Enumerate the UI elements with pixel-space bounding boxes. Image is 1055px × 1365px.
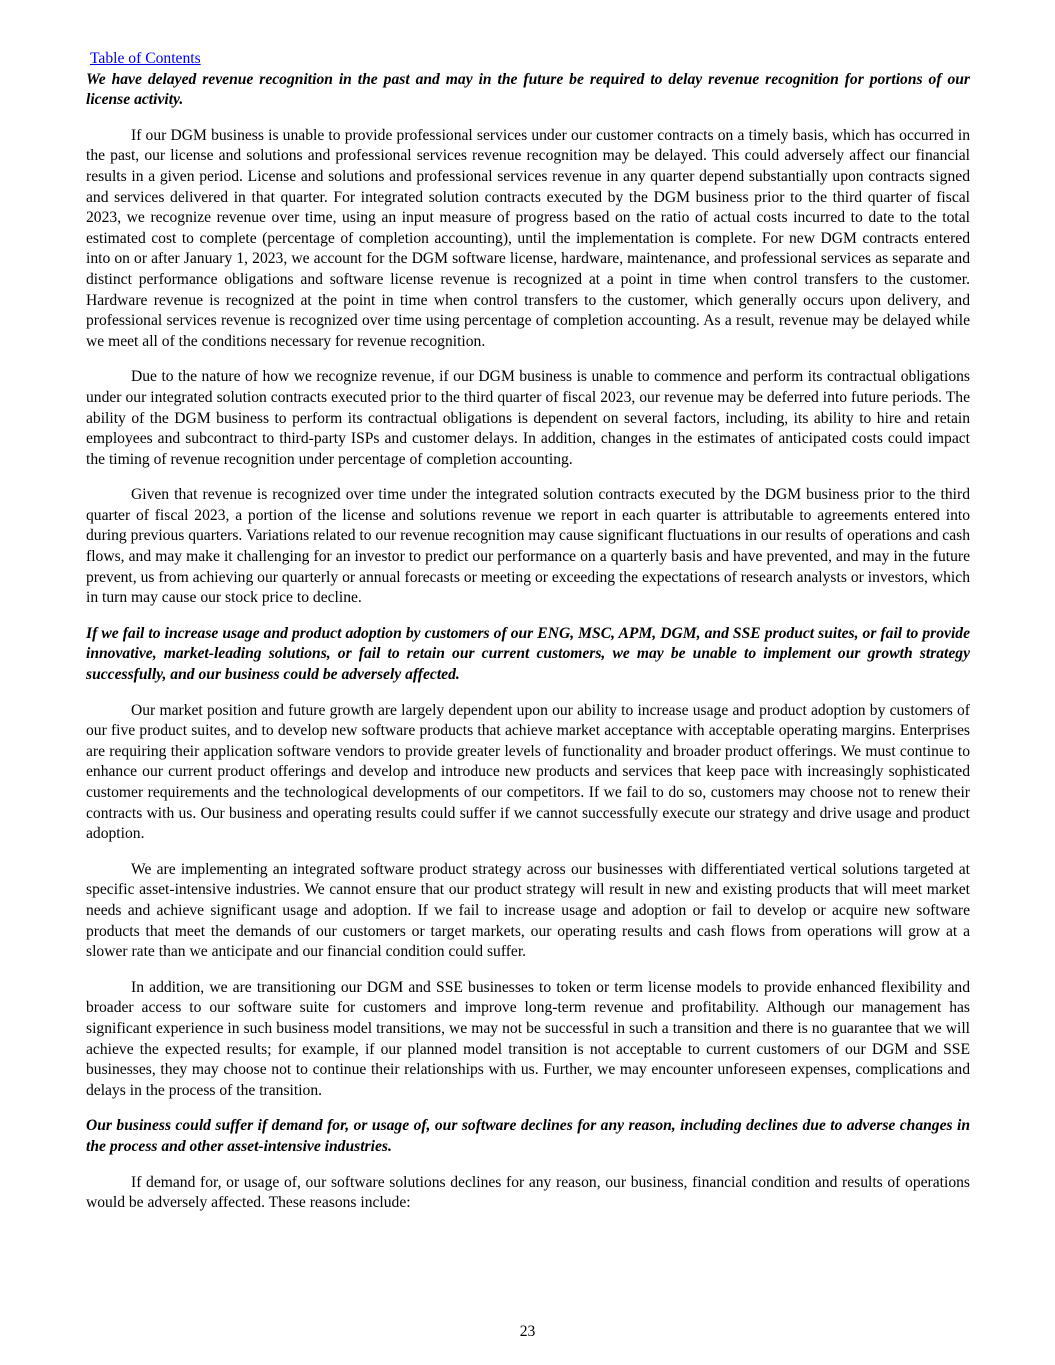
paragraph: In addition, we are transitioning our DGM and SSE businesses to token or term license models to provide enhanced flexibility and broader access to our software suite for customers and improve long-term revenue and profitability. Although our management has significant experience in such business model transitions, we may not be successful in such a transition and there is no guarantee that we will achieve the expected results; for example, if our planned model transition is not acceptable to current customers of our DGM and SSE businesses, they may choose not to continue their relationships with us. Further, we may encounter unforeseen expenses, complications and delays in the process of the transition. [86, 978, 970, 1099]
paragraph: If our DGM business is unable to provide professional services under our customer contracts on a timely basis, which has occurred in the past, our license and solutions and professional services revenue recognition may be delayed. This could adversely affect our financial results in a given period. License and solutions and professional services revenue in any quarter depend substantially upon contracts signed and services delivered in that quarter. For integrated solution contracts executed by the DGM business prior to the third quarter of fiscal 2023, we recognize revenue over time, using an input measure of progress based on the ratio of actual costs incurred to date to the total estimated cost to complete (percentage of completion accounting), until the implementation is complete. For new DGM contracts entered into on or after January 1, 2023, we account for the DGM software license, hardware, maintenance, and professional services as separate and distinct performance obligations and software license revenue is recognized at a point in time when control transfers to the customer. Hardware revenue is recognized at the point in time when control transfers to the customer, which generally occurs upon delivery, and professional services revenue is recognized over time using percentage of completion accounting. As a result, revenue may be delayed while we meet all of the conditions necessary for revenue recognition. [86, 126, 970, 350]
paragraph: If demand for, or usage of, our software solutions declines for any reason, our business, financial condition and results of operations would be adversely affected. These reasons include: [86, 1173, 970, 1212]
section-heading: Our business could suffer if demand for, or usage of, our software declines for any reason, including declines due to adverse changes in the process and other asset-intensive industries. [86, 1117, 970, 1155]
paragraph: We are implementing an integrated software product strategy across our businesses with differentiated vertical solutions targeted at specific asset-intensive industries. We cannot ensure that our product strategy will result in new and existing products that will meet market needs and achieve significant usage and adoption. If we fail to increase usage and adoption or fail to develop or acquire new software products that meet the demands of our customers or target markets, our operating results and cash flows from operations will grow at a slower rate than we anticipate and our financial condition could suffer. [86, 860, 970, 961]
section-delayed-revenue [86, 70, 970, 609]
section-demand-decline [86, 1116, 970, 1213]
paragraph: Due to the nature of how we recognize revenue, if our DGM business is unable to commence and perform its contractual obligations under our integrated solution contracts executed prior to the third quarter of fiscal 2023, our revenue may be deferred into future periods. The ability of the DGM business to perform its contractual obligations is dependent on several factors, including, its ability to hire and retain employees and subcontract to third-party ISPs and customer delays. In addition, changes in the estimates of anticipated costs could impact the timing of revenue recognition under percentage of completion accounting. [86, 368, 970, 468]
section-usage-adoption [86, 624, 970, 1101]
section-heading: We have delayed revenue recognition in the past and may in the future be required to delay revenue recognition for portions of our license activity. [86, 70, 970, 109]
paragraph: Given that revenue is recognized over time under the integrated solution contracts executed by the DGM business prior to the third quarter of fiscal 2023, a portion of the license and solutions revenue we report in each quarter is attributable to agreements entered into during previous quarters. Variations related to our revenue recognition may cause significant fluctuations in our results of operations and cash flows, and may make it challenging for an investor to predict our performance on a quarterly basis and have prevented, and may in the future prevent, us from achieving our quarterly or annual forecasts or meeting or exceeding the expectations of research analysts or investors, which in turn may cause our stock price to decline. [86, 486, 970, 607]
paragraph: Our market position and future growth are largely dependent upon our ability to increase usage and product adoption by customers of our five product suites, and to develop new software products that achieve market acceptance with acceptable operating margins. Enterprises are requiring their application software vendors to provide greater levels of functionality and broader product offerings. We must continue to enhance our current product offerings and develop and introduce new products and services that keep pace with increasingly sophisticated customer requirements and the technological developments of our competitors. If we fail to do so, customers may choose not to renew their contracts with us. Our business and operating results could suffer if we cannot successfully execute our strategy and drive usage and product adoption. [86, 701, 970, 843]
document-page [86, 49, 970, 1229]
page-number: 23 [519, 1323, 536, 1340]
section-heading: If we fail to increase usage and product adoption by customers of our ENG, MSC, APM, DGM, and SSE product suites, or fail to provide innovative, market-leading solutions, or fail to retain our current customers, we may be unable to implement our growth strategy successfully, and our business could be adversely affected. [86, 624, 970, 684]
table-of-contents-link[interactable]: Table of Contents [90, 50, 201, 67]
